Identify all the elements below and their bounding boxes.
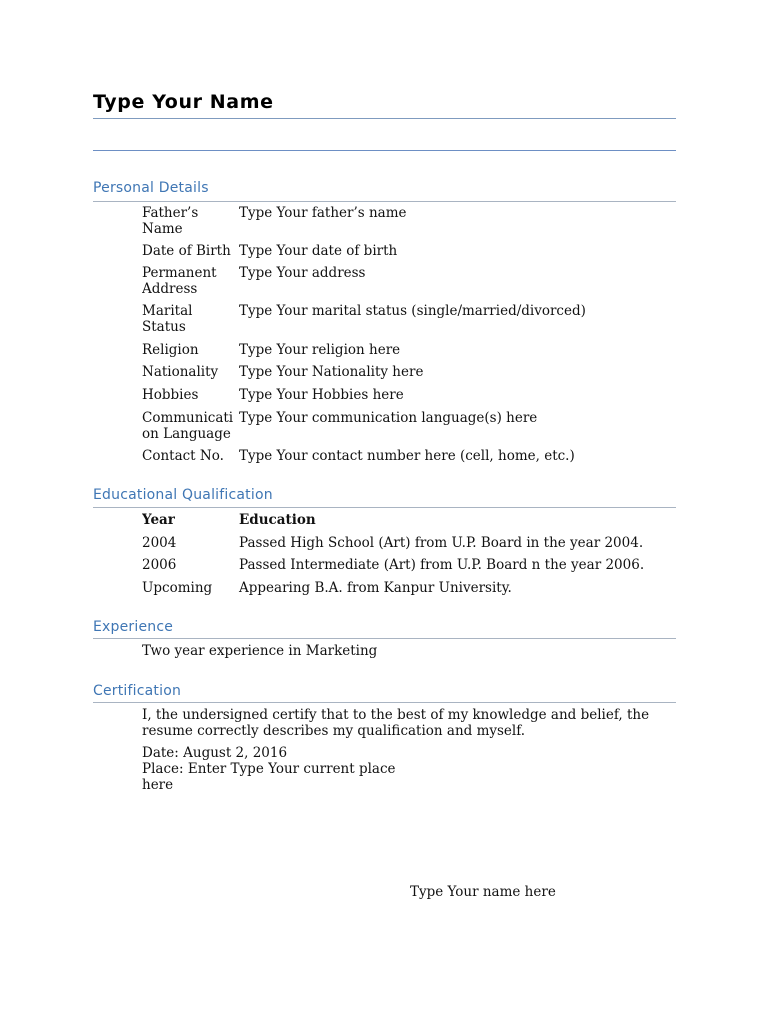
personal-value: Type Your communication language(s) here [239,410,538,426]
certification-date: Date: August 2, 2016 [142,745,288,761]
header-divider [93,150,676,151]
personal-label: Hobbies [142,387,199,403]
certification-statement: I, the undersigned certify that to the best of my knowledge and belief, the resume correctly describes my qualification and myself. [142,707,650,739]
personal-label: Marital Status [142,303,193,335]
education-detail: Appearing B.A. from Kanpur University. [239,580,512,596]
resume-name-title: Type Your Name [93,91,274,113]
personal-value: Type Your date of birth [239,243,398,259]
education-detail: Passed High School (Art) from U.P. Board in the year 2004. [239,535,644,551]
certification-place: Place: Enter Type Your current place here [142,761,396,793]
experience-text: Two year experience in Marketing [142,643,378,659]
education-rule [93,507,676,508]
personal-details-heading: Personal Details [93,180,209,196]
personal-value: Type Your father’s name [239,205,407,221]
personal-details-rule [93,201,676,202]
personal-label: Permanent Address [142,265,217,297]
personal-label: Father’s Name [142,205,199,237]
experience-rule [93,638,676,639]
certification-heading: Certification [93,683,182,699]
personal-label: Nationality [142,364,219,380]
education-column-year: Year [142,512,175,528]
certification-rule [93,702,676,703]
personal-value: Type Your marital status (single/married/divorced) [239,303,586,319]
signature-name: Type Your name here [410,884,556,900]
education-year: Upcoming [142,580,213,596]
education-column-education: Education [239,512,316,528]
personal-label: Religion [142,342,199,358]
personal-value: Type Your Nationality here [239,364,424,380]
title-rule [93,118,676,119]
personal-value: Type Your religion here [239,342,401,358]
personal-value: Type Your Hobbies here [239,387,404,403]
education-year: 2006 [142,557,177,573]
education-detail: Passed Intermediate (Art) from U.P. Board n the year 2006. [239,557,645,573]
personal-label: Communication Language [142,410,234,442]
personal-value: Type Your contact number here (cell, home, etc.) [239,448,575,464]
personal-label: Contact No. [142,448,224,464]
education-year: 2004 [142,535,177,551]
experience-heading: Experience [93,619,174,635]
personal-label: Date of Birth [142,243,231,259]
personal-value: Type Your address [239,265,366,281]
education-heading: Educational Qualification [93,487,273,503]
